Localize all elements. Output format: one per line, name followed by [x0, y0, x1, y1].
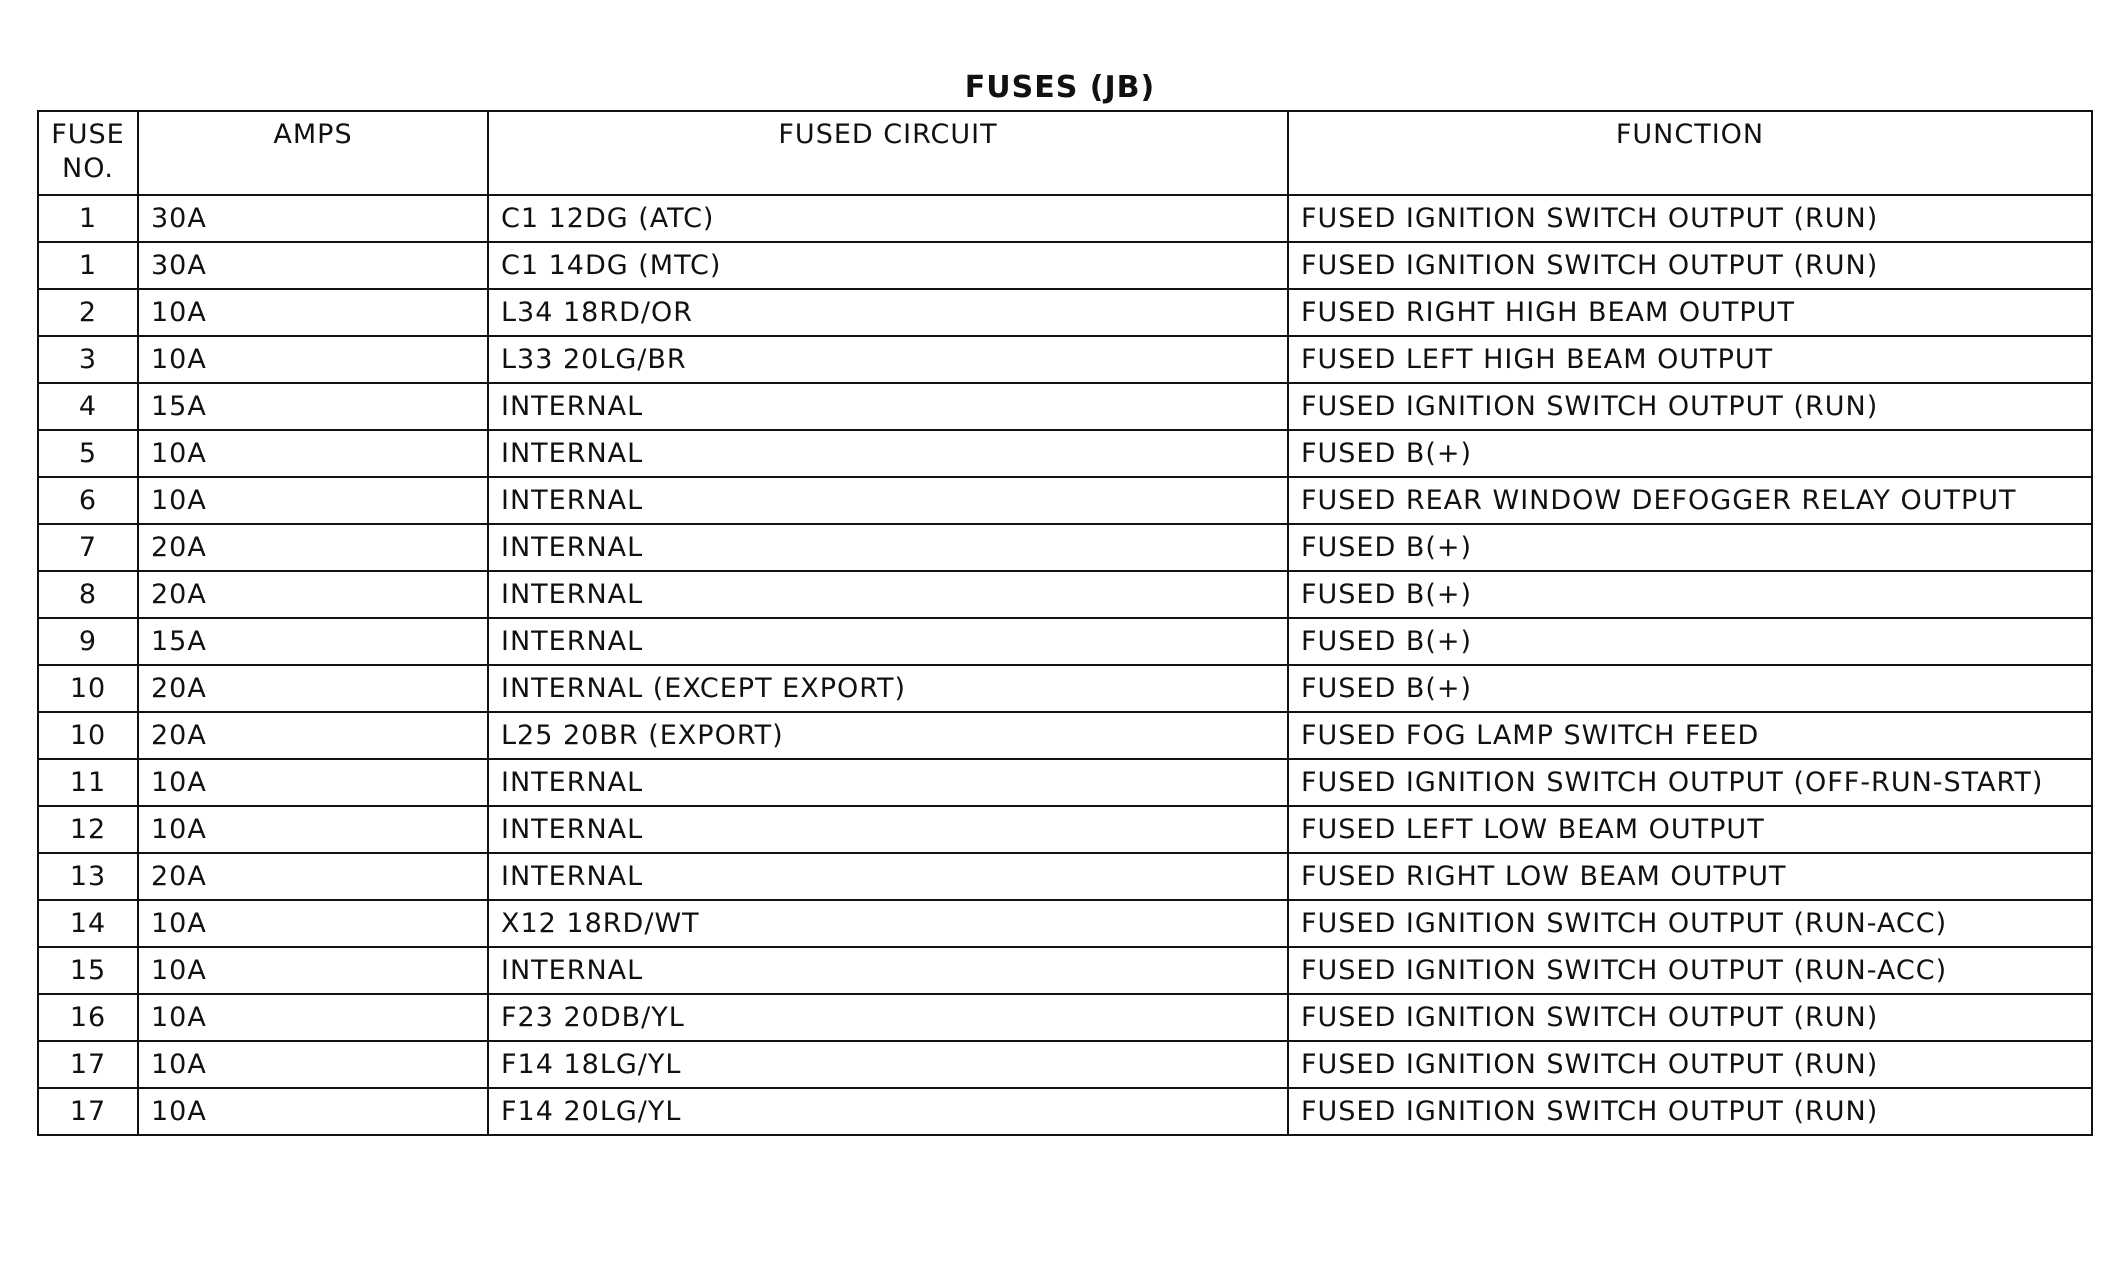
fuse-no-cell: 14: [38, 900, 138, 947]
function-cell: FUSED IGNITION SWITCH OUTPUT (RUN): [1288, 1041, 2092, 1088]
fuse-no-cell: 16: [38, 994, 138, 1041]
table-row: [38, 618, 2092, 665]
fused-circuit-cell: INTERNAL: [488, 759, 1288, 806]
amps-cell: 10A: [138, 289, 488, 336]
fused-circuit-cell: INTERNAL: [488, 430, 1288, 477]
fuse-no-cell: 3: [38, 336, 138, 383]
header-amps: AMPS: [138, 111, 488, 195]
table-row: [38, 994, 2092, 1041]
fused-circuit-cell: X12 18RD/WT: [488, 900, 1288, 947]
amps-cell: 20A: [138, 853, 488, 900]
fused-circuit-cell: INTERNAL: [488, 477, 1288, 524]
function-cell: FUSED FOG LAMP SWITCH FEED: [1288, 712, 2092, 759]
header-function: FUNCTION: [1288, 111, 2092, 195]
table-row: [38, 806, 2092, 853]
fuse-no-cell: 4: [38, 383, 138, 430]
table-row: [38, 336, 2092, 383]
table-row: [38, 430, 2092, 477]
function-cell: FUSED IGNITION SWITCH OUTPUT (RUN): [1288, 383, 2092, 430]
fused-circuit-cell: L25 20BR (EXPORT): [488, 712, 1288, 759]
fuse-no-cell: 1: [38, 242, 138, 289]
fuse-no-cell: 15: [38, 947, 138, 994]
fuse-no-cell: 10: [38, 712, 138, 759]
fused-circuit-cell: INTERNAL: [488, 383, 1288, 430]
table-row: [38, 242, 2092, 289]
amps-cell: 10A: [138, 1088, 488, 1135]
fused-circuit-cell: INTERNAL: [488, 853, 1288, 900]
amps-cell: 10A: [138, 336, 488, 383]
table-row: [38, 524, 2092, 571]
function-cell: FUSED IGNITION SWITCH OUTPUT (RUN): [1288, 195, 2092, 242]
fused-circuit-cell: C1 14DG (MTC): [488, 242, 1288, 289]
fuse-no-cell: 10: [38, 665, 138, 712]
amps-cell: 10A: [138, 947, 488, 994]
function-cell: FUSED RIGHT LOW BEAM OUTPUT: [1288, 853, 2092, 900]
fused-circuit-cell: INTERNAL: [488, 618, 1288, 665]
table-row: [38, 759, 2092, 806]
function-cell: FUSED IGNITION SWITCH OUTPUT (OFF-RUN-START): [1288, 759, 2092, 806]
fused-circuit-cell: L34 18RD/OR: [488, 289, 1288, 336]
function-cell: FUSED B(+): [1288, 618, 2092, 665]
function-cell: FUSED IGNITION SWITCH OUTPUT (RUN-ACC): [1288, 900, 2092, 947]
header-fuse-no-line1: FUSE: [51, 119, 125, 150]
function-cell: FUSED B(+): [1288, 430, 2092, 477]
fuse-no-cell: 7: [38, 524, 138, 571]
fuse-no-cell: 12: [38, 806, 138, 853]
amps-cell: 10A: [138, 806, 488, 853]
amps-cell: 10A: [138, 759, 488, 806]
function-cell: FUSED IGNITION SWITCH OUTPUT (RUN-ACC): [1288, 947, 2092, 994]
header-fuse-no: [38, 111, 138, 195]
function-cell: FUSED REAR WINDOW DEFOGGER RELAY OUTPUT: [1288, 477, 2092, 524]
fused-circuit-cell: INTERNAL: [488, 806, 1288, 853]
fused-circuit-cell: INTERNAL (EXCEPT EXPORT): [488, 665, 1288, 712]
function-cell: FUSED LEFT HIGH BEAM OUTPUT: [1288, 336, 2092, 383]
fuse-no-cell: 8: [38, 571, 138, 618]
function-cell: FUSED IGNITION SWITCH OUTPUT (RUN): [1288, 242, 2092, 289]
header-fused-circuit: FUSED CIRCUIT: [488, 111, 1288, 195]
amps-cell: 20A: [138, 665, 488, 712]
fuse-no-cell: 2: [38, 289, 138, 336]
table-row: [38, 665, 2092, 712]
amps-cell: 10A: [138, 430, 488, 477]
table-row: [38, 853, 2092, 900]
table-row: [38, 289, 2092, 336]
table-body: [38, 195, 2092, 1135]
fused-circuit-cell: L33 20LG/BR: [488, 336, 1288, 383]
fused-circuit-cell: INTERNAL: [488, 571, 1288, 618]
table-row: [38, 947, 2092, 994]
fused-circuit-cell: C1 12DG (ATC): [488, 195, 1288, 242]
function-cell: FUSED RIGHT HIGH BEAM OUTPUT: [1288, 289, 2092, 336]
table-row: [38, 571, 2092, 618]
table-row: [38, 1088, 2092, 1135]
fuse-no-cell: 5: [38, 430, 138, 477]
amps-cell: 30A: [138, 242, 488, 289]
function-cell: FUSED IGNITION SWITCH OUTPUT (RUN): [1288, 994, 2092, 1041]
fused-circuit-cell: F14 18LG/YL: [488, 1041, 1288, 1088]
fuse-table-container: [37, 110, 2091, 1136]
fuse-no-cell: 1: [38, 195, 138, 242]
amps-cell: 10A: [138, 994, 488, 1041]
table-row: [38, 195, 2092, 242]
fuse-no-cell: 9: [38, 618, 138, 665]
page-title: FUSES (JB): [964, 70, 1156, 105]
function-cell: FUSED B(+): [1288, 571, 2092, 618]
fused-circuit-cell: F23 20DB/YL: [488, 994, 1288, 1041]
amps-cell: 10A: [138, 1041, 488, 1088]
amps-cell: 10A: [138, 900, 488, 947]
amps-cell: 15A: [138, 618, 488, 665]
fused-circuit-cell: INTERNAL: [488, 947, 1288, 994]
function-cell: FUSED IGNITION SWITCH OUTPUT (RUN): [1288, 1088, 2092, 1135]
amps-cell: 10A: [138, 477, 488, 524]
amps-cell: 30A: [138, 195, 488, 242]
table-row: [38, 1041, 2092, 1088]
table-row: [38, 900, 2092, 947]
amps-cell: 20A: [138, 712, 488, 759]
fuse-no-cell: 11: [38, 759, 138, 806]
header-fuse-no-line2: NO.: [62, 153, 114, 184]
function-cell: FUSED B(+): [1288, 665, 2092, 712]
fuse-no-cell: 13: [38, 853, 138, 900]
function-cell: FUSED LEFT LOW BEAM OUTPUT: [1288, 806, 2092, 853]
function-cell: FUSED B(+): [1288, 524, 2092, 571]
fuse-no-cell: 6: [38, 477, 138, 524]
fused-circuit-cell: INTERNAL: [488, 524, 1288, 571]
fuse-no-cell: 17: [38, 1041, 138, 1088]
fuse-table: [37, 110, 2093, 1136]
table-row: [38, 383, 2092, 430]
header-row: [38, 111, 2092, 195]
amps-cell: 20A: [138, 571, 488, 618]
table-header: [38, 111, 2092, 195]
amps-cell: 15A: [138, 383, 488, 430]
table-row: [38, 477, 2092, 524]
table-row: [38, 712, 2092, 759]
fuse-no-cell: 17: [38, 1088, 138, 1135]
fused-circuit-cell: F14 20LG/YL: [488, 1088, 1288, 1135]
amps-cell: 20A: [138, 524, 488, 571]
